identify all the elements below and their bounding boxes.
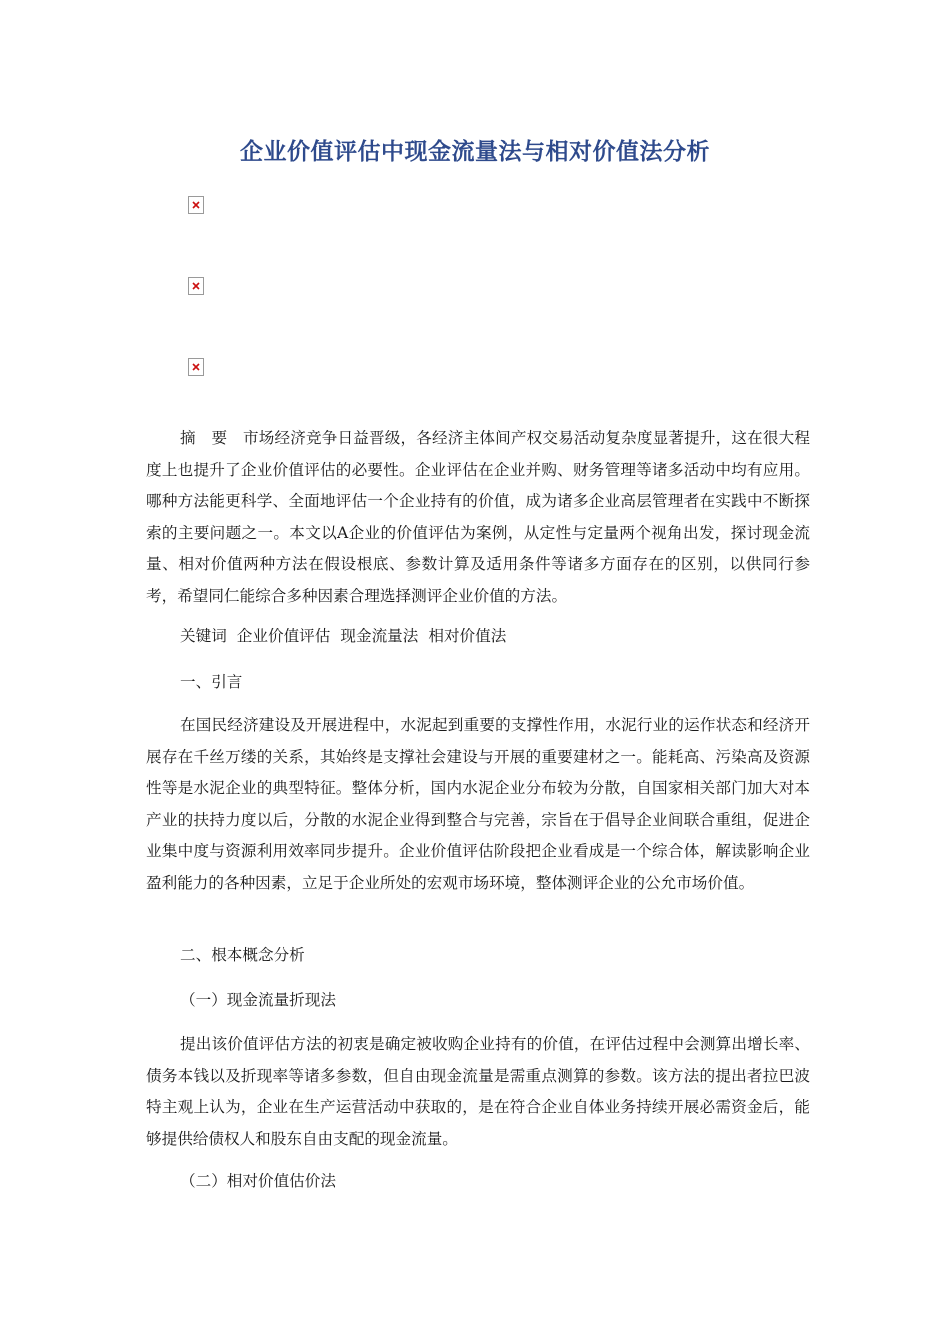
keywords-label: 关键词 [180,627,227,645]
section-heading-concepts: 二、根本概念分析 [180,946,305,964]
keyword-item: 企业价值评估 [236,627,331,645]
keyword-item: 现金流量法 [340,627,419,645]
dcf-paragraph: 提出该价值评估方法的初衷是确定被收购企业持有的价值，在评估过程中会测算出增长率、债务本钱以及折现率等诸多参数，但自由现金流量是需重点测算的参数。该方法的提出者拉巴波特主观上认为，企业在生产运营活动中获取的，是在符合企业自体业务持续开展必需资金后，能够提供给债权人和股东自由支配的现金流量。 [146,1035,810,1148]
subsection-heading-dcf: （一）现金流量折现法 [180,991,336,1009]
broken-image-icon [188,358,204,376]
subsection-heading-relative-value: （二）相对价值估价法 [180,1172,336,1190]
section-heading-introduction: 一、引言 [180,673,243,691]
introduction-paragraph: 在国民经济建设及开展进程中，水泥起到重要的支撑性作用，水泥行业的运作状态和经济开展存在千丝万缕的关系，其始终是支撑社会建设与开展的重要建材之一。能耗高、污染高及资源性等是水泥企业的典型特征。整体分析，国内水泥企业分布较为分散，自国家相关部门加大对本产业的扶持力度以后，分散的水泥企业得到整合与完善，宗旨在于倡导企业间联合重组，促进企业集中度与资源利用效率同步提升。企业价值评估阶段把企业看成是一个综合体，解读影响企业盈利能力的各种因素，立足于企业所处的宏观市场环境，整体测评企业的公允市场价值。 [146,716,810,892]
keyword-item: 相对价值法 [428,627,507,645]
broken-image-icon [188,277,204,295]
keywords-line [180,621,506,653]
document-title: 企业价值评估中现金流量法与相对价值法分析 [240,139,710,165]
broken-image-icon [188,196,204,214]
abstract-paragraph: 摘 要 市场经济竞争日益晋级，各经济主体间产权交易活动复杂度显著提升，这在很大程度上也提升了企业价值评估的必要性。企业评估在企业并购、财务管理等诸多活动中均有应用。哪种方法能更科学、全面地评估一个企业持有的价值，成为诸多企业高层管理者在实践中不断探索的主要问题之一。本文以A企业的价值评估为案例，从定性与定量两个视角出发，探讨现金流量、相对价值两种方法在假设根底、参数计算及适用条件等诸多方面存在的区别，以供同行参考，希望同仁能综合多种因素合理选择测评企业价值的方法。 [146,429,810,605]
